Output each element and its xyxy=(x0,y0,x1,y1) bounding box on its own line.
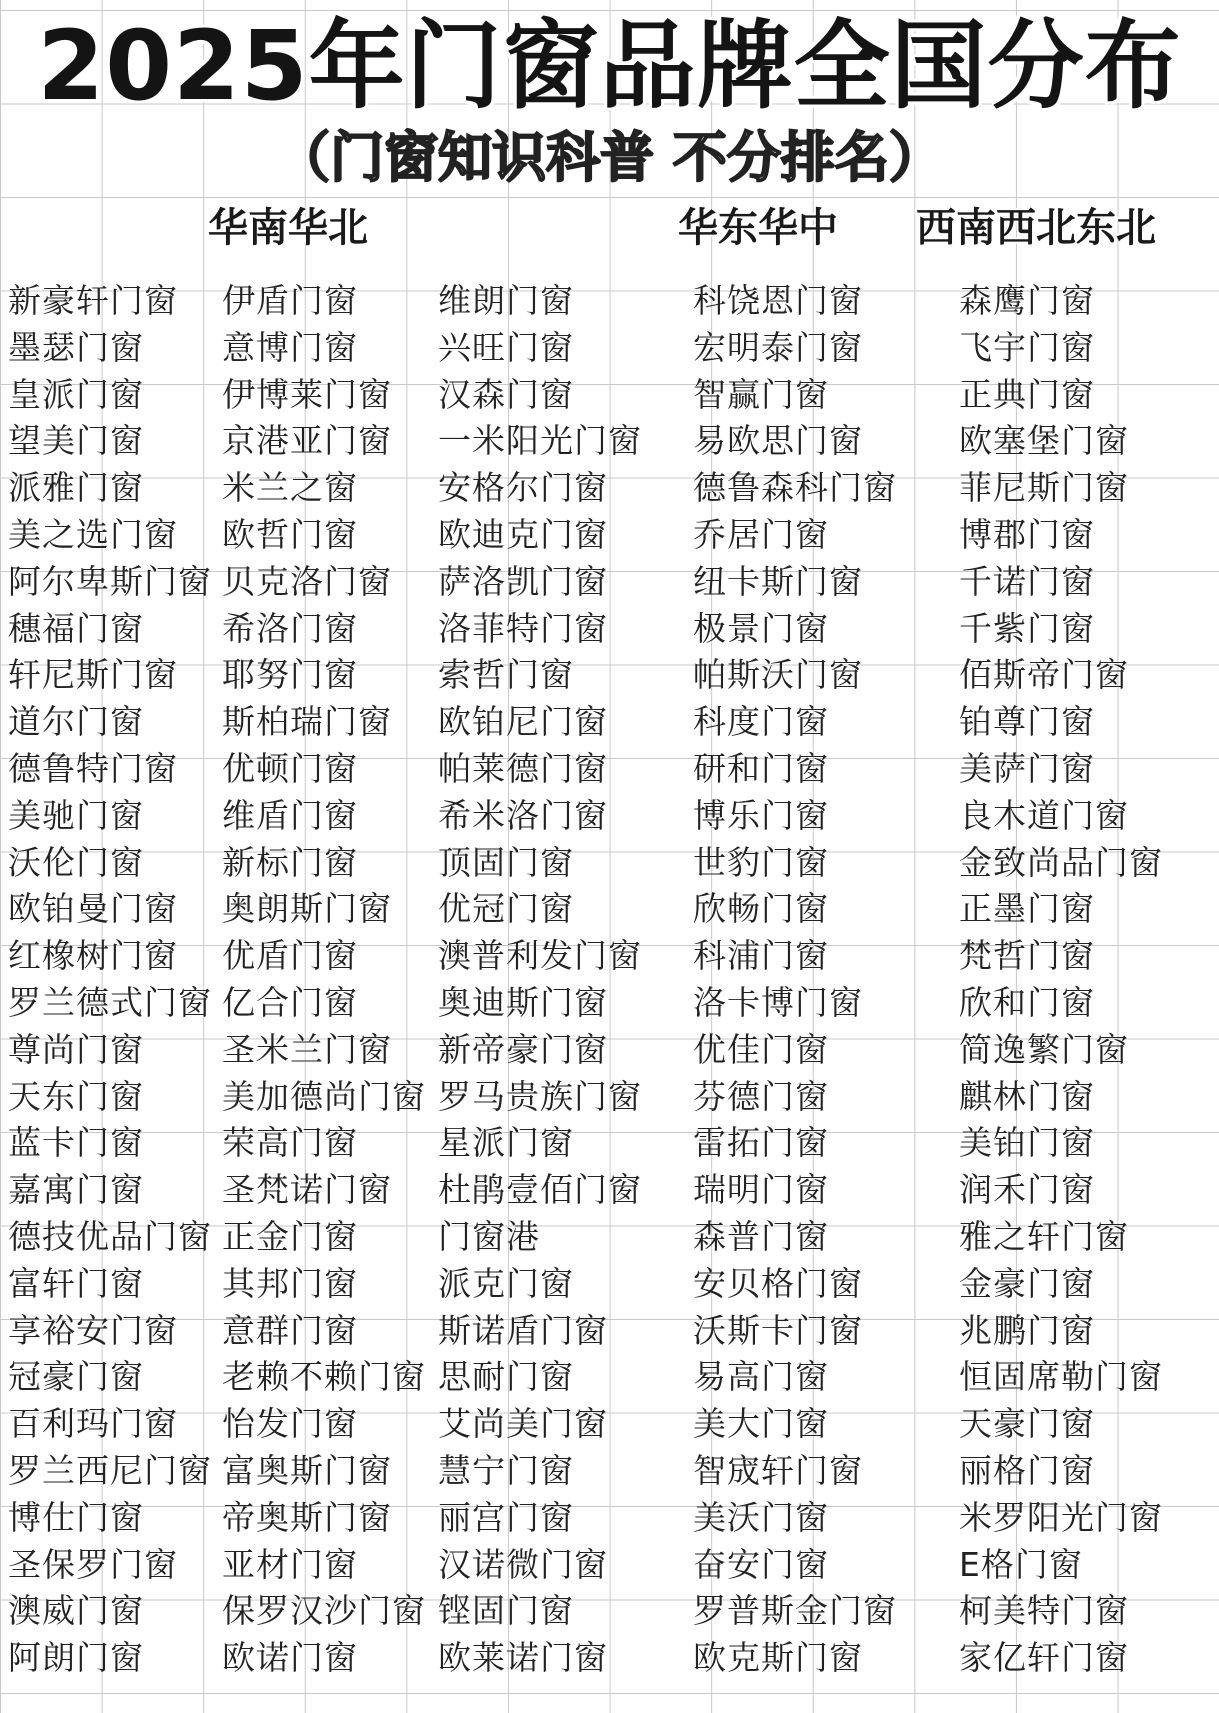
brand-list-item: 希米洛门窗 xyxy=(438,795,608,835)
brand-list-item: 优顿门窗 xyxy=(222,748,358,788)
brand-list-item: 欧哲门窗 xyxy=(222,514,358,554)
brand-list-item: 博郡门窗 xyxy=(959,514,1095,554)
brand-list-item: 优冠门窗 xyxy=(438,889,574,929)
brand-list-item: 尊尚门窗 xyxy=(8,1029,144,1069)
brand-list-item: 阿尔卑斯门窗 xyxy=(8,561,212,601)
brand-list-item: 萨洛凯门窗 xyxy=(438,561,608,601)
brand-list-item: 欧莱诺门窗 xyxy=(438,1638,608,1678)
brand-list-item: 百利玛门窗 xyxy=(8,1404,178,1444)
brand-list-item: 罗普斯金门窗 xyxy=(693,1591,897,1631)
brand-list-item: 新帝豪门窗 xyxy=(438,1029,608,1069)
brand-list-item: 派克门窗 xyxy=(438,1263,574,1303)
brand-list-item: 雷拓门窗 xyxy=(693,1123,829,1163)
brand-list-item: 千紫门窗 xyxy=(959,608,1095,648)
brand-list-item: 保罗汉沙门窗 xyxy=(222,1591,426,1631)
brand-list-item: 星派门窗 xyxy=(438,1123,574,1163)
region-header-south-north: 华南华北 xyxy=(208,205,368,251)
brand-list-item: 顶固门窗 xyxy=(438,842,574,882)
brand-list-item: 奥迪斯门窗 xyxy=(438,982,608,1022)
brand-list-item: 帕斯沃门窗 xyxy=(693,655,863,695)
brand-list-item: 沃伦门窗 xyxy=(8,842,144,882)
brand-list-item: 老赖不赖门窗 xyxy=(222,1357,426,1397)
brand-list-item: 轩尼斯门窗 xyxy=(8,655,178,695)
brand-list-item: 研和门窗 xyxy=(693,748,829,788)
brand-list-item: 怡发门窗 xyxy=(222,1404,358,1444)
brand-list-item: 科浦门窗 xyxy=(693,936,829,976)
brand-list-item: 斯柏瑞门窗 xyxy=(222,702,392,742)
brand-list-item: 沃斯卡门窗 xyxy=(693,1310,863,1350)
brand-list-item: 皇派门窗 xyxy=(8,374,144,414)
brand-list-item: 富轩门窗 xyxy=(8,1263,144,1303)
brand-list-item: 美大门窗 xyxy=(693,1404,829,1444)
brand-list-item: 正典门窗 xyxy=(959,374,1095,414)
brand-list-item: 帝奥斯门窗 xyxy=(222,1497,392,1537)
brand-list-item: 易欧思门窗 xyxy=(693,421,863,461)
brand-column-2 xyxy=(222,278,426,1682)
brand-list-item: 千诺门窗 xyxy=(959,561,1095,601)
brand-column-3 xyxy=(438,278,642,1682)
brand-list-item: 博乐门窗 xyxy=(693,795,829,835)
brand-list-item: 简逸繁门窗 xyxy=(959,1029,1129,1069)
brand-list-item: 宏明泰门窗 xyxy=(693,327,863,367)
brand-list-item: 铿固门窗 xyxy=(438,1591,574,1631)
brand-list-item: 纽卡斯门窗 xyxy=(693,561,863,601)
brand-list-item: 望美门窗 xyxy=(8,421,144,461)
brand-list-item: 汉诺微门窗 xyxy=(438,1544,608,1584)
brand-list-item: 德鲁森科门窗 xyxy=(693,468,897,508)
brand-list-item: 良木道门窗 xyxy=(959,795,1129,835)
brand-list-item: 贝克洛门窗 xyxy=(222,561,392,601)
brand-list-item: 耶努门窗 xyxy=(222,655,358,695)
brand-list-item: 斯诺盾门窗 xyxy=(438,1310,608,1350)
brand-list-item: 美加德尚门窗 xyxy=(222,1076,426,1116)
brand-list-item: 亚材门窗 xyxy=(222,1544,358,1584)
brand-list-item: 欧铂曼门窗 xyxy=(8,889,178,929)
brand-list-item: 瑞明门窗 xyxy=(693,1170,829,1210)
brand-list-item: 正墨门窗 xyxy=(959,889,1095,929)
brand-list-item: 欧克斯门窗 xyxy=(693,1638,863,1678)
brand-list-item: 新标门窗 xyxy=(222,842,358,882)
brand-list-item: 欣和门窗 xyxy=(959,982,1095,1022)
brand-list-item: 金豪门窗 xyxy=(959,1263,1095,1303)
brand-list-item: 德鲁特门窗 xyxy=(8,748,178,788)
brand-list-item: 科饶恩门窗 xyxy=(693,281,863,320)
brand-list-item: 佰斯帝门窗 xyxy=(959,655,1129,695)
brand-list-item: 柯美特门窗 xyxy=(959,1591,1129,1631)
brand-list-item: 美驰门窗 xyxy=(8,795,144,835)
brand-list-item: 洛卡博门窗 xyxy=(693,982,863,1022)
brand-list-item: 圣保罗门窗 xyxy=(8,1544,178,1584)
brand-list-item: 慧宁门窗 xyxy=(438,1450,574,1490)
brand-list-item: 美之选门窗 xyxy=(8,514,178,554)
brand-list-item: 米兰之窗 xyxy=(222,468,358,508)
brand-list-item: 丽宫门窗 xyxy=(438,1497,574,1537)
brand-list-item: 新豪轩门窗 xyxy=(8,281,178,320)
brand-list-item: 正金门窗 xyxy=(222,1216,358,1256)
brand-list-item: 派雅门窗 xyxy=(8,468,144,508)
brand-list-item: 奥朗斯门窗 xyxy=(222,889,392,929)
brand-list-item: 门窗港 xyxy=(438,1216,540,1256)
brand-list-item: 墨瑟门窗 xyxy=(8,327,144,367)
brand-list-item: 穗福门窗 xyxy=(8,608,144,648)
brand-list-item: 澳威门窗 xyxy=(8,1591,144,1631)
brand-list-item: 享裕安门窗 xyxy=(8,1310,178,1350)
brand-list-item: 一米阳光门窗 xyxy=(438,421,642,461)
brand-list-item: 冠豪门窗 xyxy=(8,1357,144,1397)
brand-list-item: 罗兰德式门窗 xyxy=(8,982,212,1022)
brand-list-item: 圣米兰门窗 xyxy=(222,1029,392,1069)
brand-list-item: 美铂门窗 xyxy=(959,1123,1095,1163)
brand-list-item: 罗马贵族门窗 xyxy=(438,1076,642,1116)
region-header-east-central: 华东华中 xyxy=(678,205,838,251)
page-subtitle: （门窗知识科普 不分排名） xyxy=(276,126,943,189)
brand-list-item: 帕莱德门窗 xyxy=(438,748,608,788)
brand-list-item: 恒固席勒门窗 xyxy=(959,1357,1163,1397)
brand-list-item: 兴旺门窗 xyxy=(438,327,574,367)
brand-list-item: 嘉寓门窗 xyxy=(8,1170,144,1210)
brand-list-item: 博仕门窗 xyxy=(8,1497,144,1537)
brand-list-item: 欧迪克门窗 xyxy=(438,514,608,554)
brand-column-1 xyxy=(8,278,212,1682)
brand-list-item: 欧塞堡门窗 xyxy=(959,421,1129,461)
brand-list-item: 罗兰西尼门窗 xyxy=(8,1450,212,1490)
brand-list-item: 优盾门窗 xyxy=(222,936,358,976)
brand-list-item: 索哲门窗 xyxy=(438,655,574,695)
brand-list-item: 家亿轩门窗 xyxy=(959,1638,1129,1678)
brand-list-item: 美沃门窗 xyxy=(693,1497,829,1537)
brand-list-item: 京港亚门窗 xyxy=(222,421,392,461)
brand-list-item: 意群门窗 xyxy=(222,1310,358,1350)
brand-list-item: 天豪门窗 xyxy=(959,1404,1095,1444)
brand-list-item: 梵哲门窗 xyxy=(959,936,1095,976)
brand-list-item: 富奥斯门窗 xyxy=(222,1450,392,1490)
brand-list-item: 思耐门窗 xyxy=(438,1357,574,1397)
brand-list-item: 森鹰门窗 xyxy=(959,281,1095,320)
brand-list-item: 米罗阳光门窗 xyxy=(959,1497,1163,1537)
brand-list-item: 雅之轩门窗 xyxy=(959,1216,1129,1256)
brand-list-item: 极景门窗 xyxy=(693,608,829,648)
brand-list-item: 维盾门窗 xyxy=(222,795,358,835)
brand-list-item: 意博门窗 xyxy=(222,327,358,367)
brand-list-item: 兆鹏门窗 xyxy=(959,1310,1095,1350)
brand-list-item: 亿合门窗 xyxy=(222,982,358,1022)
brand-list-item: 金致尚品门窗 xyxy=(959,842,1163,882)
brand-list-item: 德技优品门窗 xyxy=(8,1216,212,1256)
brand-list-item: 圣梵诺门窗 xyxy=(222,1170,392,1210)
brand-list-item: 润禾门窗 xyxy=(959,1170,1095,1210)
brand-list-item: 道尔门窗 xyxy=(8,702,144,742)
brand-list-item: 芬德门窗 xyxy=(693,1076,829,1116)
brand-list-item: 希洛门窗 xyxy=(222,608,358,648)
brand-list-item: 欧诺门窗 xyxy=(222,1638,358,1678)
brand-list-item: 铂尊门窗 xyxy=(959,702,1095,742)
brand-list-item: 伊博莱门窗 xyxy=(222,374,392,414)
brand-list-item: 奋安门窗 xyxy=(693,1544,829,1584)
brand-list-item: 乔居门窗 xyxy=(693,514,829,554)
brand-list-item: 红橡树门窗 xyxy=(8,936,178,976)
brand-list-item: 世豹门窗 xyxy=(693,842,829,882)
brand-list-item: 美萨门窗 xyxy=(959,748,1095,788)
brand-list-item: 飞宇门窗 xyxy=(959,327,1095,367)
page-title: 2025年门窗品牌全国分布 xyxy=(37,10,1182,122)
brand-list-item: 菲尼斯门窗 xyxy=(959,468,1129,508)
brand-list-item: 麒林门窗 xyxy=(959,1076,1095,1116)
brand-list-item: 森普门窗 xyxy=(693,1216,829,1256)
brand-list-item: 科度门窗 xyxy=(693,702,829,742)
brand-list-item: 天东门窗 xyxy=(8,1076,144,1116)
brand-list-item: 维朗门窗 xyxy=(438,281,574,320)
brand-column-4 xyxy=(693,278,897,1682)
brand-list-item: 伊盾门窗 xyxy=(222,281,358,320)
brand-list-item: 优佳门窗 xyxy=(693,1029,829,1069)
brand-column-5 xyxy=(959,278,1163,1682)
brand-list-item: 汉森门窗 xyxy=(438,374,574,414)
brand-list-item: 澳普利发门窗 xyxy=(438,936,642,976)
region-header-west-northeast: 西南西北东北 xyxy=(916,205,1156,251)
brand-list-item: 杜鹃壹佰门窗 xyxy=(438,1170,642,1210)
brand-list-item: 艾尚美门窗 xyxy=(438,1404,608,1444)
brand-list-item: 智宬轩门窗 xyxy=(693,1450,863,1490)
brand-list-item: E格门窗 xyxy=(959,1544,1083,1584)
brand-list-item: 丽格门窗 xyxy=(959,1450,1095,1490)
brand-list-item: 阿朗门窗 xyxy=(8,1638,144,1678)
brand-list-item: 其邦门窗 xyxy=(222,1263,358,1303)
brand-list-item: 欣畅门窗 xyxy=(693,889,829,929)
brand-list-item: 荣高门窗 xyxy=(222,1123,358,1163)
brand-list-item: 蓝卡门窗 xyxy=(8,1123,144,1163)
brand-list-item: 安格尔门窗 xyxy=(438,468,608,508)
brand-list-item: 易高门窗 xyxy=(693,1357,829,1397)
brand-list-item: 洛菲特门窗 xyxy=(438,608,608,648)
brand-list-item: 智赢门窗 xyxy=(693,374,829,414)
brand-list-item: 安贝格门窗 xyxy=(693,1263,863,1303)
brand-list-item: 欧铂尼门窗 xyxy=(438,702,608,742)
